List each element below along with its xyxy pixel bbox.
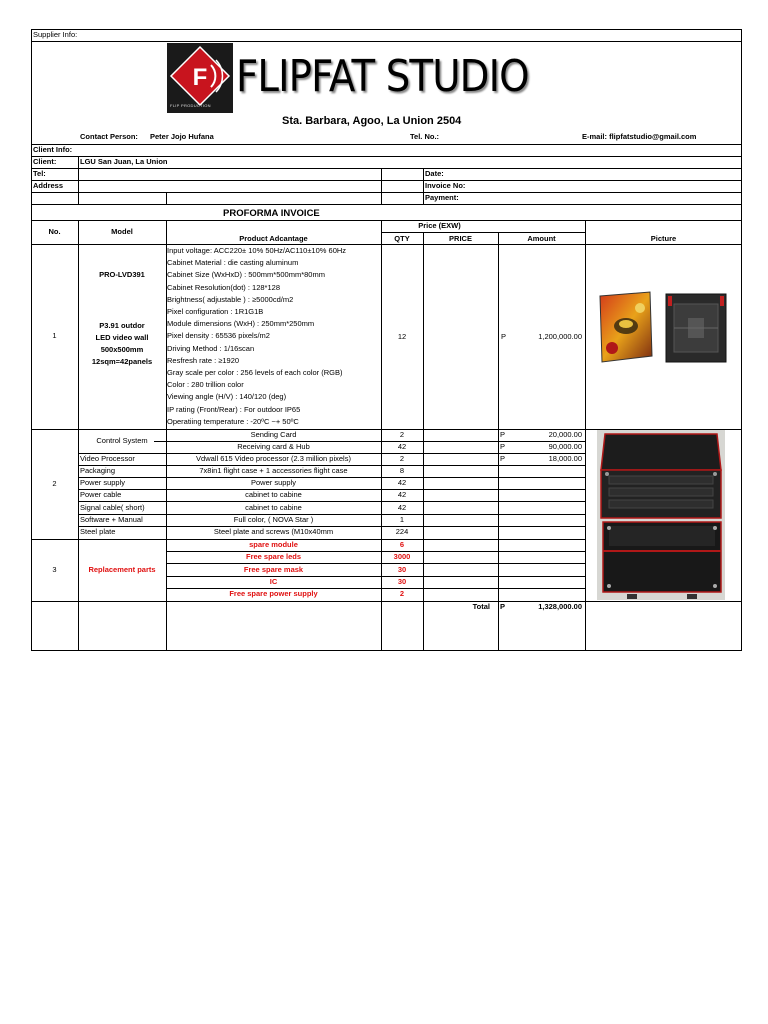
header-price: PRICE <box>449 234 472 243</box>
total-currency: P <box>500 602 506 611</box>
row2-item-qty: 1 <box>399 515 405 524</box>
row1-model-code: PRO-LVD391 <box>99 270 145 279</box>
header-picture: Picture <box>650 234 677 243</box>
row2-item-desc: Steel plate and screws (M10x40mm <box>213 527 334 536</box>
row2-item-currency: P <box>500 430 506 439</box>
header-no: No. <box>48 227 61 236</box>
row2-control-system: Control System <box>96 436 148 445</box>
row2-item-amount: 20,000.00 <box>548 430 582 439</box>
logo-letter: F <box>192 64 208 91</box>
contact-person-name: Peter Jojo Hufana <box>150 132 214 141</box>
supplier-info-label: Supplier Info: <box>33 30 78 39</box>
header-qty: QTY <box>394 234 410 243</box>
row2-item-desc: cabinet to cabine <box>245 490 302 499</box>
row3-item-desc: Free spare power supply <box>229 589 318 598</box>
row2-item-qty: 224 <box>395 527 409 536</box>
row2-item-amount: 18,000.00 <box>548 454 582 463</box>
row3-item-qty: 3000 <box>393 552 411 561</box>
tel-no-label: Tel. No.: <box>410 132 440 141</box>
row2-item-qty: 2 <box>399 430 405 439</box>
total-label: Total <box>472 602 490 611</box>
row2-item-qty: 2 <box>399 454 405 463</box>
flight-case-photo <box>597 430 725 600</box>
row2-item-model: Signal cable( short) <box>80 503 145 512</box>
date-label: Date: <box>425 169 444 178</box>
row2-item-qty: 42 <box>397 490 407 499</box>
row2-item-model: Power supply <box>80 478 126 487</box>
header-product: Product Adcantage <box>239 234 308 243</box>
row2-item-desc: Receiving card & Hub <box>237 442 310 451</box>
row3-no: 3 <box>52 565 57 574</box>
client-info-label: Client Info: <box>33 145 73 154</box>
row3-item-desc: Free spare leds <box>245 552 302 561</box>
client-name: LGU San Juan, La Union <box>80 157 168 166</box>
row2-item-model: Software + Manual <box>80 515 143 524</box>
row2-item-desc: Power supply <box>250 478 297 487</box>
row1-no: 1 <box>52 331 57 340</box>
row1-qty: 12 <box>397 332 407 341</box>
row1-model-desc: P3.91 outdor LED video wall 500x500mm 12sqm=42panels <box>91 321 153 366</box>
row2-item-desc: cabinet to cabine <box>245 503 302 512</box>
address-label: Address <box>33 181 64 190</box>
row2-item-model: Power cable <box>80 490 122 499</box>
logo-caption: FLIP PRODUCTION <box>170 103 211 108</box>
row2-item-desc: Sending Card <box>250 430 297 439</box>
row2-item-desc: Full color, ( NOVA Star ) <box>233 515 314 524</box>
row1-currency: P <box>501 332 507 341</box>
invoice-title: PROFORMA INVOICE <box>223 208 320 219</box>
row2-item-model: Packaging <box>80 466 116 475</box>
client-label: Client: <box>33 157 57 166</box>
row1-amount: 1,200,000.00 <box>538 332 582 341</box>
row2-item-model: Video Processor <box>80 454 135 463</box>
row3-model: Replacement parts <box>88 565 156 574</box>
total-amount: 1,328,000.00 <box>538 602 582 611</box>
row2-item-desc: 7x8in1 flight case + 1 accessories flight case <box>199 466 348 475</box>
led-panel-photo <box>596 290 730 370</box>
tel-label: Tel: <box>33 169 46 178</box>
row2-item-model: Steel plate <box>80 527 116 536</box>
row1-specs: Input voltage: ACC220± 10% 50Hz/AC110±10% 60Hz Cabinet Material : die casting aluminum Cabinet Size (WxHxD) : 500mm*500mm*80mm Cabinet Resolution(dot) : 128*128 Brightness( adjustable ) : ≥5000cd/m2 Pixel configuration : 1R1G1B Module dimensions (WxH) : 250mm*250mm Pixel density : 65536 pixels/m2 Driving Method : 1/16scan Resfresh rate : ≥1920 Gray scale per color : 256 levels of each color (RGB) Color : 280 trillion color Viewing angle (H/V) : 140/120 (deg) IP rating (Front/Rear) : For outdoor IP65 Operatiing temperature : -20ºC ~+ 50ºC <box>167 246 347 426</box>
row2-item-amount: 90,000.00 <box>548 442 582 451</box>
studio-address: Sta. Barbara, Agoo, La Union 2504 <box>282 115 462 127</box>
header-amount: Amount <box>527 234 556 243</box>
row2-no: 2 <box>52 479 57 488</box>
row2-item-qty: 42 <box>397 478 407 487</box>
row2-item-qty: 8 <box>399 466 405 475</box>
header-model: Model <box>111 227 133 236</box>
row3-item-desc: Free spare mask <box>243 565 304 574</box>
row3-item-desc: spare module <box>249 540 298 549</box>
payment-label: Payment: <box>425 193 459 202</box>
row3-item-qty: 2 <box>399 589 405 598</box>
row3-item-qty: 6 <box>399 540 405 549</box>
studio-logo <box>167 43 233 113</box>
row3-item-desc: IC <box>269 577 278 586</box>
row3-item-qty: 30 <box>397 577 407 586</box>
header-price-group: Price (EXW) <box>418 221 461 230</box>
email-text: E-mail: flipfatstudio@gmail.com <box>582 132 697 141</box>
row2-item-currency: P <box>500 442 506 451</box>
invoice-no-label: Invoice No: <box>425 181 466 190</box>
row3-item-qty: 30 <box>397 565 407 574</box>
row2-item-desc: Vdwall 615 Video processor (2.3 million pixels) <box>196 454 351 463</box>
row2-item-currency: P <box>500 454 506 463</box>
row2-item-qty: 42 <box>397 442 407 451</box>
contact-person-label: Contact Person: <box>80 132 138 141</box>
row2-item-qty: 42 <box>397 503 407 512</box>
brand-name: FLIPFAT STUDIO <box>236 51 529 102</box>
